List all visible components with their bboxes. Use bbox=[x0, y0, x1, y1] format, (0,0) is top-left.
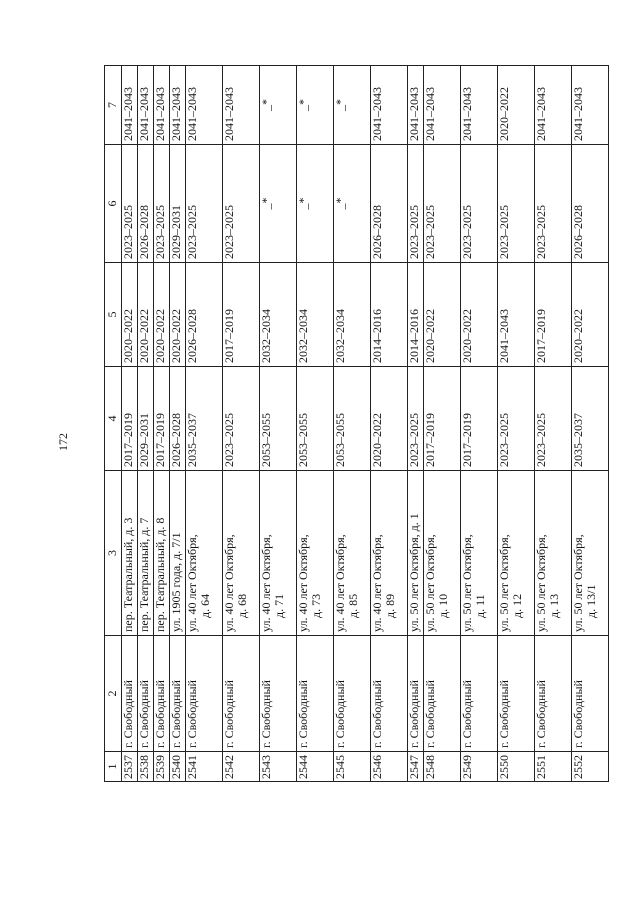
address-line: пер. Театральный, д. 3 bbox=[121, 517, 135, 632]
table-row bbox=[122, 66, 138, 782]
period-cell-col4: 2023–2025 bbox=[498, 367, 535, 471]
address-cell bbox=[424, 471, 461, 636]
period-cell-col6: 2023–2025 bbox=[461, 145, 498, 263]
period-cell-col6: 2023–2025 bbox=[223, 145, 260, 263]
period-cell-col4: 2023–2025 bbox=[223, 367, 260, 471]
address-line-continuation: д. 13/1 bbox=[583, 584, 598, 618]
address-cell bbox=[408, 471, 424, 636]
row-number-cell: 2548 bbox=[424, 752, 461, 782]
column-header: 6 bbox=[105, 145, 122, 263]
period-cell-col4: 2017–2019 bbox=[461, 367, 498, 471]
period-cell-col5: 2032–2034 bbox=[297, 263, 334, 367]
address-cell bbox=[461, 471, 498, 636]
address-line-continuation: д. 85 bbox=[345, 593, 360, 618]
address-cell bbox=[498, 471, 535, 636]
address-line: ул. 50 лет Октября, bbox=[460, 534, 474, 632]
period-cell-col5: 2020–2022 bbox=[424, 263, 461, 367]
row-number-cell: 2552 bbox=[572, 752, 609, 782]
city-cell: г. Свободный bbox=[334, 636, 371, 752]
address-line: ул. 50 лет Октября, bbox=[534, 534, 548, 632]
rotated-table-area bbox=[104, 66, 598, 782]
table-row bbox=[408, 66, 424, 782]
period-cell-col6: 2023–2025 bbox=[122, 145, 138, 263]
address-line-continuation: д. 12 bbox=[509, 593, 524, 618]
period-cell-col4: 2017–2019 bbox=[154, 367, 170, 471]
period-cell-col5: 2017–2019 bbox=[535, 263, 572, 367]
city-cell: г. Свободный bbox=[297, 636, 334, 752]
period-cell-col5: 2026–2028 bbox=[186, 263, 223, 367]
period-cell-col7: 2041–2043 bbox=[461, 66, 498, 145]
column-header: 3 bbox=[105, 471, 122, 636]
period-cell-col4: 2053–2055 bbox=[260, 367, 297, 471]
period-cell-col4: 2023–2025 bbox=[535, 367, 572, 471]
address-line: ул. 40 лет Октября, bbox=[296, 534, 310, 632]
period-cell-col5: 2017–2019 bbox=[223, 263, 260, 367]
address-line: пер. Театральный, д. 7 bbox=[137, 517, 151, 632]
address-line: ул. 50 лет Октября, д. 1 bbox=[407, 513, 421, 632]
address-line-continuation: д. 13 bbox=[546, 593, 561, 618]
address-line: ул. 40 лет Октября, bbox=[370, 534, 384, 632]
table-body bbox=[122, 66, 609, 782]
address-line: ул. 50 лет Октября, bbox=[571, 534, 585, 632]
address-line-continuation: д. 89 bbox=[382, 593, 397, 618]
table-row bbox=[170, 66, 186, 782]
period-cell-col7: 2041–2043 bbox=[122, 66, 138, 145]
address-cell bbox=[122, 471, 138, 636]
city-cell: г. Свободный bbox=[498, 636, 535, 752]
city-cell: г. Свободный bbox=[408, 636, 424, 752]
city-cell: г. Свободный bbox=[186, 636, 223, 752]
column-header: 4 bbox=[105, 367, 122, 471]
period-cell-col6: 2026–2028 bbox=[371, 145, 408, 263]
period-cell-col5: 2020–2022 bbox=[461, 263, 498, 367]
period-cell-col6: 2023–2025 bbox=[186, 145, 223, 263]
period-cell-col6: 2023–2025 bbox=[154, 145, 170, 263]
address-cell bbox=[535, 471, 572, 636]
column-header: 7 bbox=[105, 66, 122, 145]
page-number: 172 bbox=[56, 433, 70, 451]
period-cell-col6: _* bbox=[260, 145, 297, 263]
period-cell-col7: 2041–2043 bbox=[572, 66, 609, 145]
city-cell: г. Свободный bbox=[122, 636, 138, 752]
period-cell-col4: 2020–2022 bbox=[371, 367, 408, 471]
row-number-cell: 2540 bbox=[170, 752, 186, 782]
period-cell-col7: 2041–2043 bbox=[154, 66, 170, 145]
column-header: 5 bbox=[105, 263, 122, 367]
period-cell-col7: _* bbox=[334, 66, 371, 145]
period-cell-col4: 2017–2019 bbox=[122, 367, 138, 471]
address-line: ул. 50 лет Октября, bbox=[423, 534, 437, 632]
period-cell-col7: 2041–2043 bbox=[424, 66, 461, 145]
period-cell-col6: 2023–2025 bbox=[535, 145, 572, 263]
period-cell-col7: 2041–2043 bbox=[138, 66, 154, 145]
period-cell-col7: 2041–2043 bbox=[170, 66, 186, 145]
address-line-continuation: д. 71 bbox=[271, 593, 286, 618]
address-line: ул. 1905 года, д. 7/1 bbox=[169, 532, 183, 632]
period-cell-col4: 2035–2037 bbox=[572, 367, 609, 471]
period-cell-col5: 2041–2043 bbox=[498, 263, 535, 367]
address-cell bbox=[223, 471, 260, 636]
rotated-page-content bbox=[104, 66, 598, 782]
address-cell bbox=[334, 471, 371, 636]
address-line-continuation: д. 11 bbox=[472, 594, 487, 618]
address-cell bbox=[371, 471, 408, 636]
period-cell-col5: 2020–2022 bbox=[154, 263, 170, 367]
table-row bbox=[138, 66, 154, 782]
column-header: 1 bbox=[105, 752, 122, 782]
table-header-row bbox=[105, 66, 122, 782]
address-cell bbox=[138, 471, 154, 636]
address-cell bbox=[572, 471, 609, 636]
row-number-cell: 2549 bbox=[461, 752, 498, 782]
address-line-continuation: д. 73 bbox=[308, 593, 323, 618]
address-line: ул. 40 лет Октября, bbox=[333, 534, 347, 632]
address-line: пер. Театральный, д. 8 bbox=[153, 517, 167, 632]
period-cell-col4: 2053–2055 bbox=[297, 367, 334, 471]
period-cell-col6: 2023–2025 bbox=[408, 145, 424, 263]
table-row bbox=[154, 66, 170, 782]
table-row bbox=[535, 66, 572, 782]
address-cell bbox=[186, 471, 223, 636]
row-number-cell: 2541 bbox=[186, 752, 223, 782]
period-cell-col7: 2020–2022 bbox=[498, 66, 535, 145]
period-cell-col4: 2029–2031 bbox=[138, 367, 154, 471]
address-line-continuation: д. 64 bbox=[197, 593, 212, 618]
address-line: ул. 40 лет Октября, bbox=[222, 534, 236, 632]
city-cell: г. Свободный bbox=[424, 636, 461, 752]
row-number-cell: 2539 bbox=[154, 752, 170, 782]
row-number-cell: 2550 bbox=[498, 752, 535, 782]
period-cell-col7: _* bbox=[260, 66, 297, 145]
period-cell-col7: 2041–2043 bbox=[223, 66, 260, 145]
address-cell bbox=[154, 471, 170, 636]
table-row bbox=[297, 66, 334, 782]
period-cell-col5: 2020–2022 bbox=[170, 263, 186, 367]
city-cell: г. Свободный bbox=[371, 636, 408, 752]
address-line: ул. 40 лет Октября, bbox=[185, 534, 199, 632]
period-cell-col6: 2029–2031 bbox=[170, 145, 186, 263]
period-cell-col6: 2023–2025 bbox=[498, 145, 535, 263]
period-cell-col5: 2020–2022 bbox=[138, 263, 154, 367]
period-cell-col7: 2041–2043 bbox=[186, 66, 223, 145]
address-cell bbox=[297, 471, 334, 636]
data-table bbox=[104, 65, 609, 782]
table-row bbox=[260, 66, 297, 782]
period-cell-col7: 2041–2043 bbox=[408, 66, 424, 145]
row-number-cell: 2544 bbox=[297, 752, 334, 782]
table-row bbox=[424, 66, 461, 782]
row-number-cell: 2543 bbox=[260, 752, 297, 782]
city-cell: г. Свободный bbox=[461, 636, 498, 752]
city-cell: г. Свободный bbox=[535, 636, 572, 752]
row-number-cell: 2547 bbox=[408, 752, 424, 782]
period-cell-col4: 2017–2019 bbox=[424, 367, 461, 471]
period-cell-col6: 2026–2028 bbox=[572, 145, 609, 263]
period-cell-col4: 2035–2037 bbox=[186, 367, 223, 471]
city-cell: г. Свободный bbox=[154, 636, 170, 752]
period-cell-col6: _* bbox=[297, 145, 334, 263]
table-row bbox=[223, 66, 260, 782]
row-number-cell: 2542 bbox=[223, 752, 260, 782]
period-cell-col7: _* bbox=[297, 66, 334, 145]
row-number-cell: 2537 bbox=[122, 752, 138, 782]
row-number-cell: 2545 bbox=[334, 752, 371, 782]
period-cell-col6: 2023–2025 bbox=[424, 145, 461, 263]
table-row bbox=[572, 66, 609, 782]
period-cell-col6: _* bbox=[334, 145, 371, 263]
period-cell-col7: 2041–2043 bbox=[371, 66, 408, 145]
period-cell-col5: 2032–2034 bbox=[260, 263, 297, 367]
address-line-continuation: д. 68 bbox=[234, 593, 249, 618]
table-row bbox=[186, 66, 223, 782]
city-cell: г. Свободный bbox=[138, 636, 154, 752]
row-number-cell: 2546 bbox=[371, 752, 408, 782]
period-cell-col5: 2014–2016 bbox=[371, 263, 408, 367]
city-cell: г. Свободный bbox=[223, 636, 260, 752]
row-number-cell: 2538 bbox=[138, 752, 154, 782]
period-cell-col6: 2026–2028 bbox=[138, 145, 154, 263]
city-cell: г. Свободный bbox=[170, 636, 186, 752]
address-cell bbox=[170, 471, 186, 636]
period-cell-col4: 2053–2055 bbox=[334, 367, 371, 471]
city-cell: г. Свободный bbox=[260, 636, 297, 752]
address-line: ул. 40 лет Октября, bbox=[259, 534, 273, 632]
table-row bbox=[334, 66, 371, 782]
period-cell-col4: 2023–2025 bbox=[408, 367, 424, 471]
period-cell-col7: 2041–2043 bbox=[535, 66, 572, 145]
column-header: 2 bbox=[105, 636, 122, 752]
address-line-continuation: д. 10 bbox=[435, 593, 450, 618]
period-cell-col5: 2020–2022 bbox=[572, 263, 609, 367]
table-row bbox=[461, 66, 498, 782]
period-cell-col5: 2032–2034 bbox=[334, 263, 371, 367]
table-row bbox=[498, 66, 535, 782]
period-cell-col5: 2014–2016 bbox=[408, 263, 424, 367]
city-cell: г. Свободный bbox=[572, 636, 609, 752]
row-number-cell: 2551 bbox=[535, 752, 572, 782]
period-cell-col4: 2026–2028 bbox=[170, 367, 186, 471]
period-cell-col5: 2020–2022 bbox=[122, 263, 138, 367]
table-row bbox=[371, 66, 408, 782]
address-cell bbox=[260, 471, 297, 636]
address-line: ул. 50 лет Октября, bbox=[497, 534, 511, 632]
